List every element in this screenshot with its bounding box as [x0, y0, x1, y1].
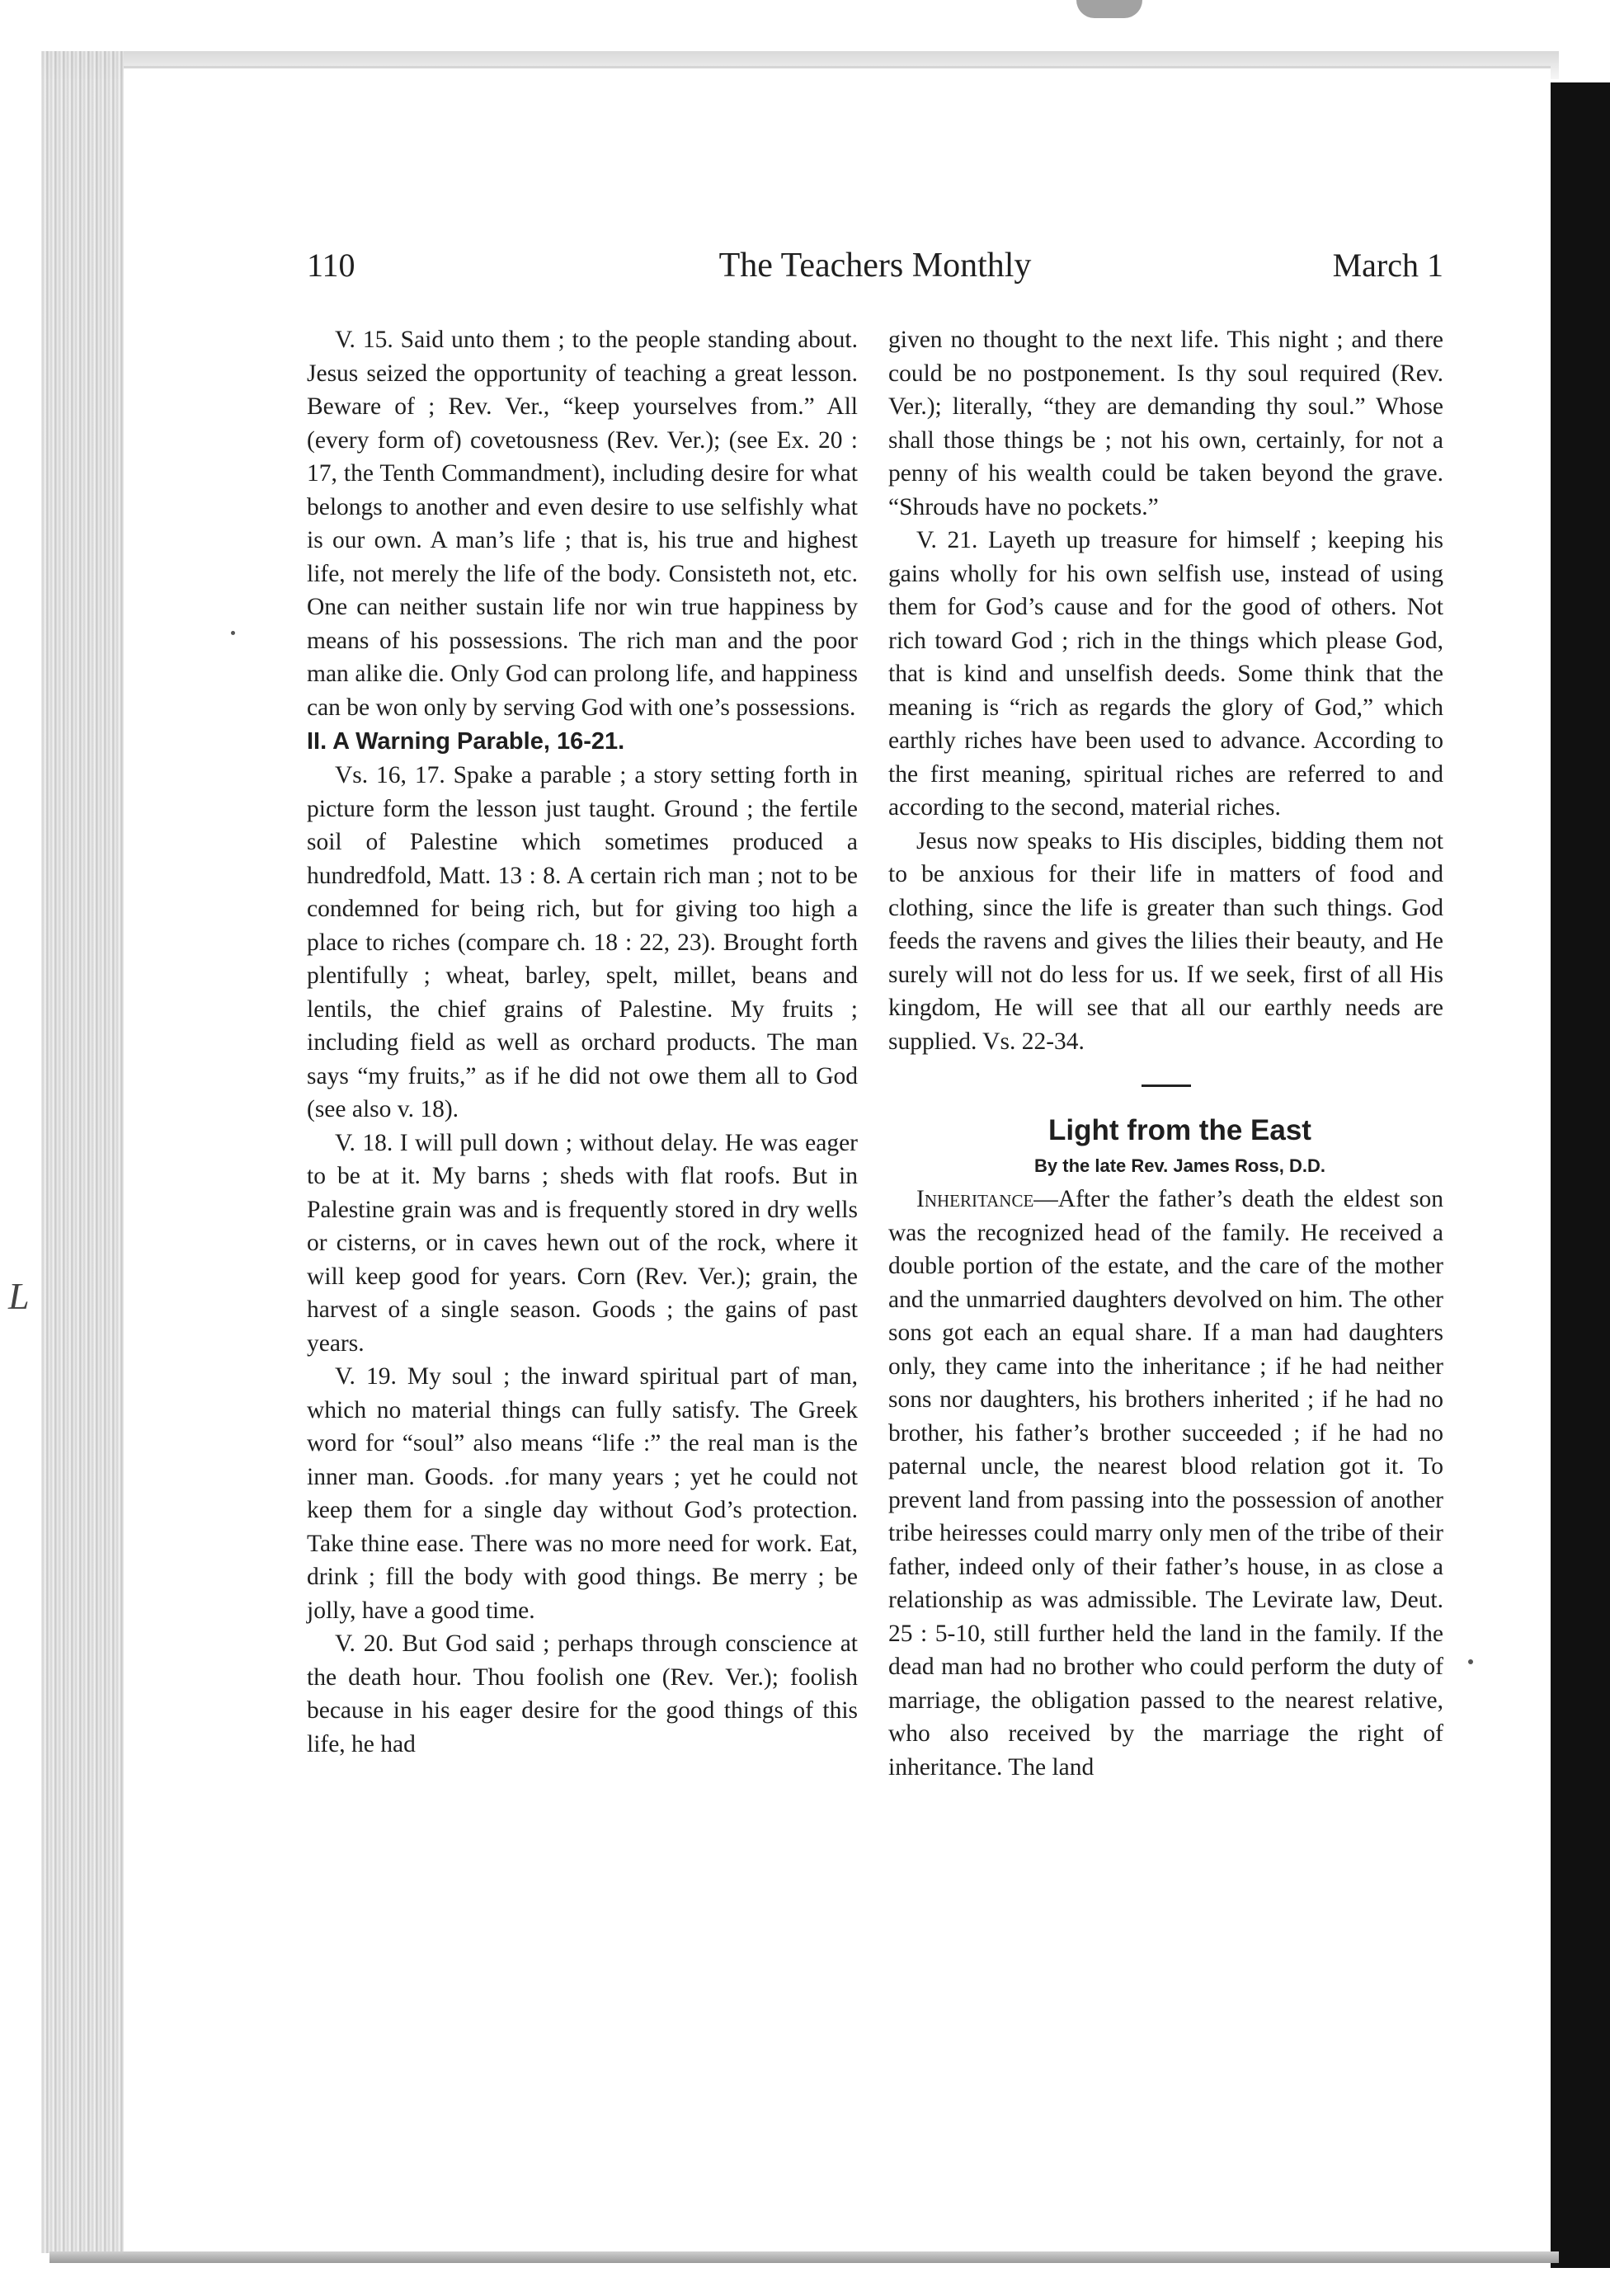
- issue-date: March 1: [1332, 247, 1443, 284]
- page-number: 110: [307, 247, 355, 284]
- scan-right-border: [1551, 82, 1610, 2268]
- paragraph: V. 19. My soul ; the inward spiritual part of man, which no material things can fully satisfy. The Greek word for “soul” also means “life :” the real man is the inner man. Goods. .for many years ; yet he could not keep them for a single day without God’s protection. Take thine ease. There was no more need for work. Eat, drink ; fill the body with good things. Be merry ; be jolly, have a good time.: [307, 1363, 858, 1624]
- left-column: [307, 323, 858, 1761]
- paragraph: V. 21. Layeth up treasure for himself ; keeping his gains wholly for his own selfish use, instead of using them for God’s cause and for the good of others. Not rich toward God ; rich in the things which please God, that is kind and unselfish deeds. Some think that the meaning is “rich as regards the glory of God,” which earthly riches have been used to advance. According to the first meaning, spiritual riches are referred to and according to the second, material riches.: [888, 527, 1443, 821]
- lead-word: Inheritance: [916, 1186, 1034, 1212]
- speck: [1468, 1659, 1473, 1664]
- page-title: The Teachers Monthly: [718, 247, 1032, 285]
- paragraph: Jesus now speaks to His disciples, bidding them not to be anxious for their life in matters of food and clothing, since the life is greater than such things. God feeds the ravens and gives the lilies their beauty, and He surely will not do less for us. If we seek, first of all His kingdom, He will see that all our earthly needs are supplied. Vs. 22-34.: [888, 827, 1443, 1055]
- right-column: [888, 323, 1443, 1784]
- paragraph: V. 15. Said unto them ; to the people standing about. Jesus seized the opportunity of teaching a great lesson. Beware of ; Rev. Ver., “keep yourselves from.” All (every form of) covetousness (Rev. Ver.); (see Ex. 20 : 17, the Tenth Commandment), including desire for what belongs to another and even desire to use selfishly what is our own. A man’s life ; that is, his true and highest life, not merely the life of the body. Consisteth not, etc. One can neither sustain life nor win true happiness by means of his possessions. The rich man and the poor man alike die. Only God can prolong life, and happiness can be won only by serving God with one’s possessions.: [307, 327, 858, 721]
- speck: [231, 631, 235, 635]
- article-title: Light from the East: [1048, 1114, 1311, 1146]
- article-paragraph: [888, 1183, 1443, 1784]
- paragraph: V. 20. But God said ; perhaps through conscience at the death hour. Thou foolish one (Rev. Ver.); foolish because in his eager desire for the good things of this life, he had: [307, 1630, 858, 1757]
- scan-blot: [1076, 0, 1142, 18]
- paragraph: given no thought to the next life. This night ; and there could be no postponement. Is thy soul required (Rev. Ver.); literally, “they are demanding thy soul.” Whose shall those things be ; not his own, certainly, for not a penny of his wealth could be taken beyond the grave. “Shrouds have no pockets.”: [888, 327, 1443, 520]
- paragraph: V. 18. I will pull down ; without delay. He was eager to be at it. My barns ; sheds with flat roofs. But in Palestine grain was and is frequently stored in dry wells or cisterns, or in caves hewn out of the rock, where it will keep good for years. Corn (Rev. Ver.); grain, the harvest of a single season. Goods ; the gains of past years.: [307, 1129, 858, 1357]
- article-body: —After the father’s death the eldest son was the recognized head of the family. He received a double portion of the estate, and the care of the mother and the unmarried daughters devolved on him. The other sons got each an equal share. If a man had daughters only, they came into the inheritance ; if he had neither sons nor daughters, his brothers inherited ; if he had no brother, his father’s brother succeeded ; if he had no paternal uncle, the nearest blood relation got it. To prevent land from passing into the possession of another tribe heiresses could marry only men of the tribe of their father, indeed only of their father’s house, in as close a relationship as was admissible. The Levirate law, Deut. 25 : 5-10, still further held the land in the family. If the dead man had no brother who could perform the duty of marriage, the obligation passed to the nearest relative, who also received by the marriage the right of inheritance. The land: [888, 1186, 1443, 1781]
- book-page-stack: [41, 51, 124, 2253]
- margin-pencil-mark: L: [8, 1275, 30, 1317]
- section-heading: II. A Warning Parable, 16-21.: [307, 728, 625, 755]
- divider: [1142, 1084, 1191, 1087]
- book-bottom-edge: [49, 2251, 1559, 2263]
- article-byline: By the late Rev. James Ross, D.D.: [1034, 1155, 1325, 1176]
- running-header: [307, 246, 1443, 295]
- paragraph: Vs. 16, 17. Spake a parable ; a story setting forth in picture form the lesson just taught. Ground ; the fertile soil of Palestine which sometimes produced a hundredfold, Matt. 13 : 8. A certain rich man ; not to be condemned for being rich, but for giving too high a place to riches (compare ch. 18 : 22, 23). Brought forth plentifully ; wheat, barley, spelt, millet, beans and lentils, the chief grains of Palestine. My fruits ; including field as well as orchard products. The man says “my fruits,” as if he did not owe them all to God (see also v. 18).: [307, 762, 858, 1122]
